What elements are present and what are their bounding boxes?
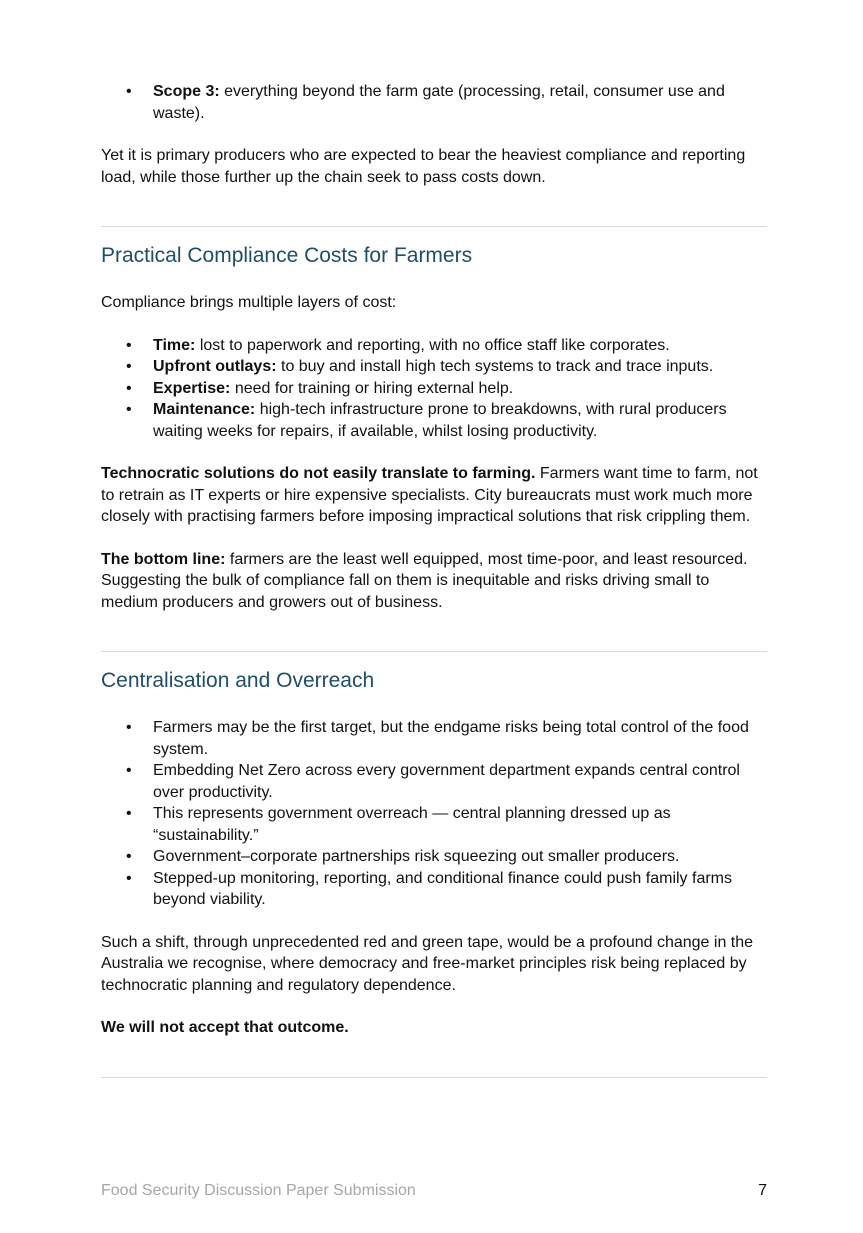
scope-list bbox=[101, 81, 767, 124]
bottom-line-text: farmers are the least well equipped, most time-poor, and least resourced. Suggesting the bulk of compliance fall on them is inequitable and risks driving small to medium producers and growers out of business. bbox=[101, 550, 748, 611]
item-label: Time: bbox=[153, 336, 196, 354]
scope3-text: everything beyond the farm gate (processing, retail, consumer use and waste). bbox=[153, 83, 725, 122]
technocratic-paragraph bbox=[101, 463, 767, 528]
final-statement bbox=[101, 1017, 767, 1039]
item-text: to buy and install high tech systems to track and trace inputs. bbox=[276, 358, 714, 375]
technocratic-text: Farmers want time to farm, not to retrain as IT experts or hire expensive specialists. City bureaucrats must work much more closely with practising farmers before imposing impractical solutions that risk crippling them. bbox=[101, 465, 758, 525]
item-text: lost to paperwork and reporting, with no office staff like corporates. bbox=[195, 336, 670, 354]
closing-paragraph: Such a shift, through unprecedented red and green tape, would be a profound change in the Australia we recognise, where democracy and free-market principles risk being replaced by technocratic planning and regulatory dependence. bbox=[101, 933, 754, 994]
item-label: Upfront outlays: bbox=[153, 358, 277, 375]
item-label: Maintenance: bbox=[153, 401, 256, 418]
list-item bbox=[153, 378, 767, 400]
cost-list bbox=[101, 335, 767, 443]
item-label: Expertise: bbox=[153, 379, 231, 397]
overreach-list bbox=[101, 717, 767, 911]
list-item bbox=[153, 356, 767, 378]
section-heading-compliance-costs: Practical Compliance Costs for Farmers bbox=[101, 244, 473, 267]
section-divider bbox=[101, 1077, 767, 1078]
scope3-label: Scope 3: bbox=[153, 83, 220, 100]
list-item bbox=[153, 335, 767, 357]
bottom-line-paragraph bbox=[101, 549, 767, 614]
list-item: • Embedding Net Zero across every government department expands central control over productivity. bbox=[153, 760, 767, 803]
list-item: • Government–corporate partnerships risk squeezing out smaller producers. bbox=[153, 846, 767, 868]
page-footer bbox=[101, 1180, 767, 1201]
item-text: need for training or hiring external help. bbox=[230, 379, 514, 397]
compliance-lead: Compliance brings multiple layers of cost: bbox=[101, 294, 397, 311]
list-item bbox=[153, 399, 767, 442]
list-item: • Stepped-up monitoring, reporting, and conditional finance could push family farms beyond viability. bbox=[153, 868, 767, 911]
list-item: • This represents government overreach — central planning dressed up as “sustainability.” bbox=[153, 803, 767, 846]
page-number: 7 bbox=[758, 1182, 767, 1199]
list-item: • Farmers may be the first target, but the endgame risks being total control of the food system. bbox=[153, 717, 767, 760]
technocratic-bold: Technocratic solutions do not easily translate to farming. bbox=[101, 465, 536, 482]
intro-paragraph: Yet it is primary producers who are expected to bear the heaviest compliance and reporting load, while those further up the chain seek to pass costs down. bbox=[101, 147, 746, 186]
bottom-line-bold: The bottom line: bbox=[101, 550, 226, 568]
final-statement-bold: We will not accept that outcome. bbox=[101, 1019, 349, 1036]
item-text: high-tech infrastructure prone to breakdowns, with rural producers waiting weeks for repairs, if available, whilst losing productivity. bbox=[153, 401, 727, 440]
section-heading-centralisation: Centralisation and Overreach bbox=[101, 669, 375, 692]
document-page bbox=[101, 81, 767, 1078]
list-item bbox=[153, 81, 767, 124]
footer-title: Food Security Discussion Paper Submission bbox=[101, 1182, 416, 1199]
